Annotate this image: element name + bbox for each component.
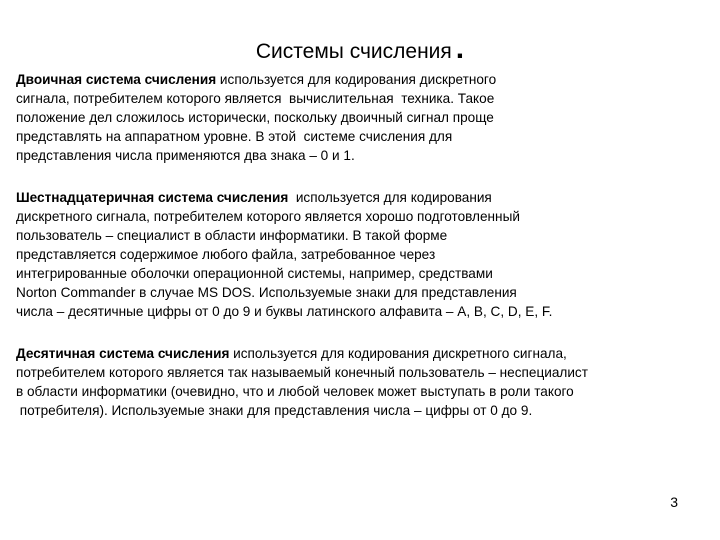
paragraph-line: представляется содержимое любого файла, затребованное через (16, 247, 436, 262)
paragraph-line: потребителем которого является так называемый конечный пользователь – неспециалист (16, 365, 588, 380)
slide-title (0, 32, 720, 65)
paragraph-line: дискретного сигнала, потребителем которого является хорошо подготовленный (16, 209, 520, 224)
paragraph-line: в области информатики (очевидно, что и любой человек может выступать в роли такого (16, 384, 574, 399)
paragraph-line: Norton Commander в случае MS DOS. Используемые знаки для представления (16, 285, 517, 300)
paragraph-line: положение дел сложилось исторически, поскольку двоичный сигнал проще (16, 110, 494, 125)
term-binary: Двоичная система счисления (16, 72, 217, 87)
paragraph-line: интегрированные оболочки операционной системы, например, средствами (16, 266, 493, 281)
slide-title-text: Системы счисления (255, 40, 452, 63)
paragraph-line: представления числа применяются два знака – 0 и 1. (16, 148, 355, 163)
term-decimal: Десятичная система счисления (16, 346, 230, 361)
paragraph-line: пользователь – специалист в области информатики. В такой форме (16, 228, 448, 243)
page-number: 3 (670, 494, 678, 510)
term-hexadecimal: Шестнадцатеричная система счисления (16, 190, 289, 205)
paragraph-hexadecimal (16, 188, 706, 321)
paragraph-line: Шестнадцатеричная система счисления используется для кодирования (16, 190, 492, 205)
slide-title-dot: . (455, 32, 465, 65)
paragraph-line: числа – десятичные цифры от 0 до 9 и буквы латинского алфавита – A, B, C, D, E, F. (16, 304, 553, 319)
paragraph-line: Двоичная система счисления используется для кодирования дискретного (16, 72, 497, 87)
paragraph-line: потребителя). Используемые знаки для представления числа – цифры от 0 до 9. (16, 403, 533, 418)
paragraph-line: Десятичная система счисления используется для кодирования дискретного сигнала, (16, 346, 567, 361)
paragraph-line: сигнала, потребителем которого является вычислительная техника. Такое (16, 91, 495, 106)
paragraph-decimal (16, 344, 706, 420)
paragraph-binary (16, 70, 706, 165)
paragraph-line: представлять на аппаратном уровне. В этой системе счисления для (16, 129, 453, 144)
